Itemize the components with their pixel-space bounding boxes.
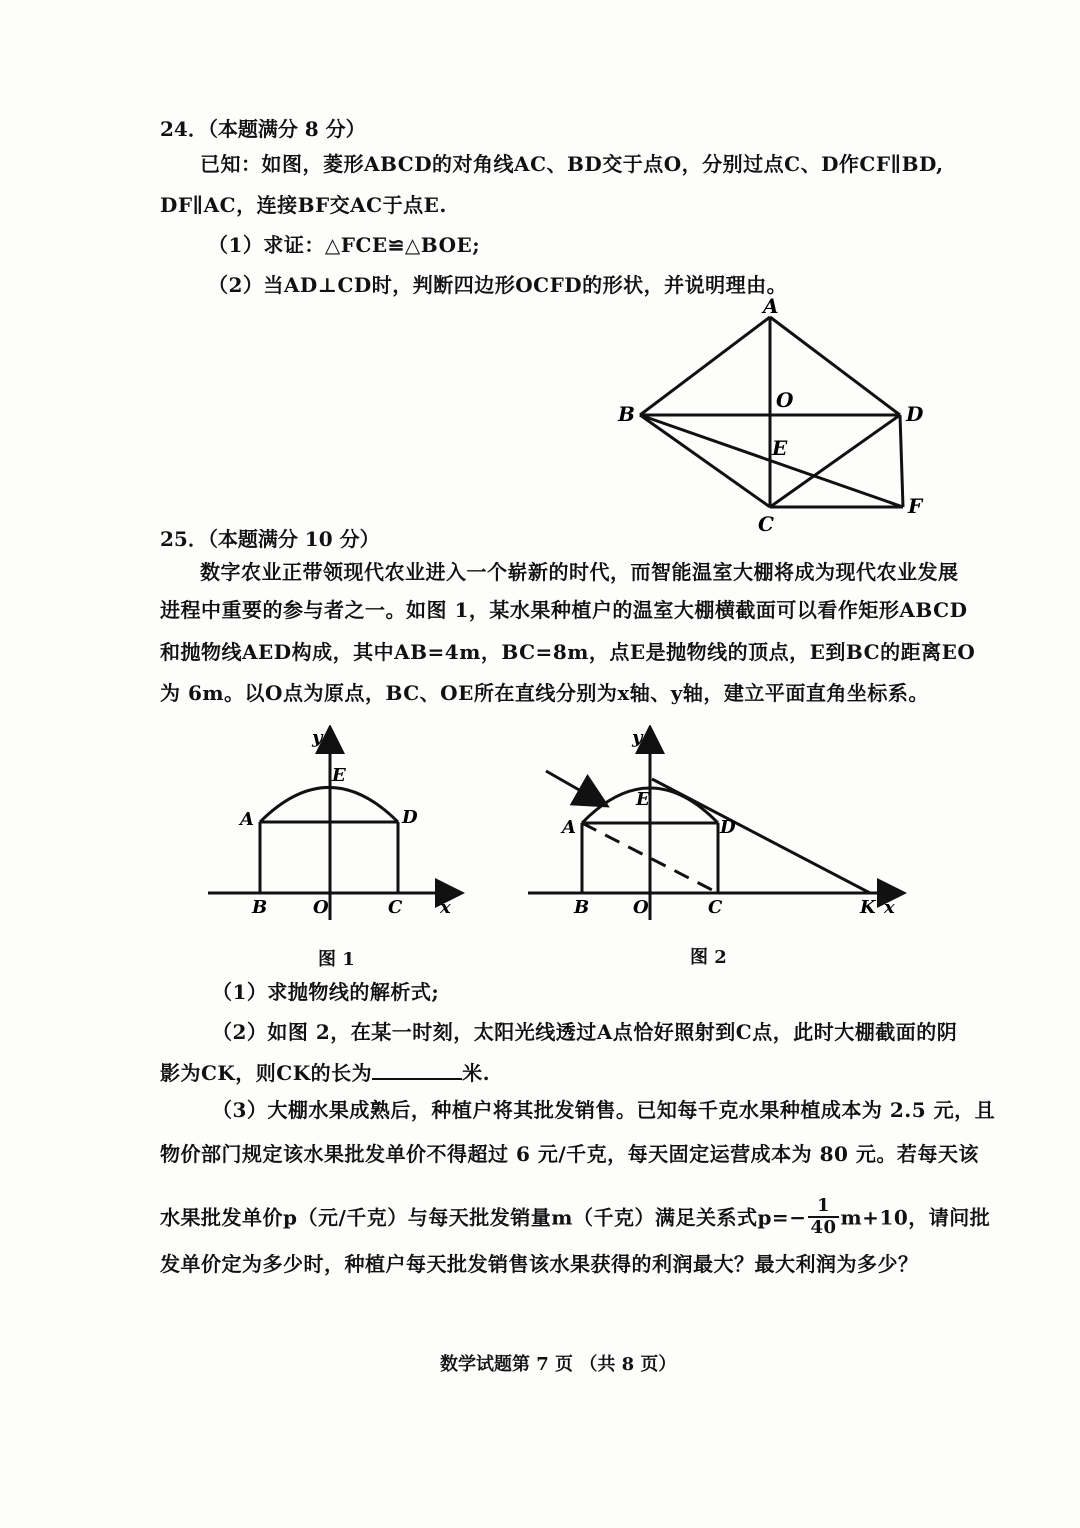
label-o: O bbox=[313, 897, 329, 918]
fraction-numerator: 1 bbox=[808, 1196, 838, 1218]
label-f: F bbox=[908, 494, 923, 518]
page-footer: 数学试题第 7 页 （共 8 页） bbox=[440, 1354, 677, 1375]
figure-2-caption: 图 2 bbox=[690, 947, 727, 968]
q25-part-2-unit: 米. bbox=[462, 1061, 491, 1085]
q24-heading: 24．（本题满分 8 分） bbox=[160, 117, 366, 141]
q25-line-2: 进程中重要的参与者之一。如图 1，某水果种植户的温室大棚横截面可以看作矩形ABCD bbox=[160, 598, 968, 622]
label-e: E bbox=[636, 789, 650, 810]
q25-part-3-formula-post: m+10，请问批 bbox=[840, 1205, 991, 1230]
q25-line-1: 数字农业正带领现代农业进入一个崭新的时代，而智能温室大棚将成为现代农业发展 bbox=[200, 560, 959, 584]
q24-line-2: DF∥AC，连接BF交AC于点E. bbox=[160, 193, 447, 217]
q25-part-2-line-1: （2）如图 2，在某一时刻，太阳光线透过A点恰好照射到C点，此时大棚截面的阴 bbox=[212, 1020, 958, 1044]
q25-part-2-text: 影为CK，则CK的长为 bbox=[160, 1061, 373, 1085]
q25-figure-1 bbox=[200, 725, 470, 925]
fraction-one-fortieth bbox=[808, 1196, 838, 1238]
q25-heading: 25．（本题满分 10 分） bbox=[160, 527, 380, 551]
label-e: E bbox=[772, 436, 788, 460]
q24-rhombus-figure bbox=[600, 295, 940, 535]
label-k: K bbox=[860, 897, 876, 918]
q25-line-4: 为 6m。以O点为原点，BC、OE所在直线分别为x轴、y轴，建立平面直角坐标系。 bbox=[160, 681, 929, 705]
label-y: y bbox=[312, 727, 323, 748]
answer-blank[interactable] bbox=[372, 1060, 462, 1080]
q25-part-3-line-1: （3）大棚水果成熟后，种植户将其批发销售。已知每千克水果种植成本为 2.5 元，且 bbox=[212, 1098, 996, 1122]
figure-1-caption: 图 1 bbox=[318, 949, 355, 970]
label-d: D bbox=[402, 807, 418, 828]
segment-cd bbox=[770, 415, 900, 507]
q24-part-2: （2）当AD⊥CD时，判断四边形OCFD的形状，并说明理由。 bbox=[208, 273, 788, 297]
label-a: A bbox=[763, 295, 779, 318]
segment-bc bbox=[640, 415, 770, 507]
q24-part-1: （1）求证：△FCE≌△BOE; bbox=[208, 233, 481, 257]
label-a: A bbox=[562, 817, 576, 838]
q24-line-1: 已知：如图，菱形ABCD的对角线AC、BD交于点O，分别过点C、D作CF∥BD, bbox=[200, 152, 944, 176]
sun-ray-incoming bbox=[546, 771, 602, 803]
q25-figure-2 bbox=[520, 725, 910, 925]
fraction-denominator: 40 bbox=[810, 1217, 837, 1238]
label-b: B bbox=[574, 897, 590, 918]
label-o: O bbox=[633, 897, 649, 918]
q25-part-3-line-3 bbox=[160, 1195, 991, 1240]
label-x: x bbox=[884, 897, 895, 918]
label-e: E bbox=[332, 765, 346, 786]
label-b: B bbox=[618, 402, 635, 426]
q25-part-3-formula-pre: 水果批发单价p（元/千克）与每天批发销量m（千克）满足关系式p=− bbox=[160, 1205, 807, 1230]
label-o: O bbox=[776, 388, 794, 412]
label-d: D bbox=[906, 402, 924, 426]
label-c: C bbox=[708, 897, 723, 918]
label-b: B bbox=[252, 897, 268, 918]
q25-line-3: 和抛物线AED构成，其中AB=4m，BC=8m，点E是抛物线的顶点，E到BC的距离EO bbox=[160, 640, 976, 664]
label-d: D bbox=[720, 817, 736, 838]
segment-ab bbox=[640, 317, 770, 415]
q25-part-2-line-2 bbox=[160, 1060, 490, 1085]
label-x: x bbox=[440, 897, 451, 918]
q25-part-3-line-2: 物价部门规定该水果批发单价不得超过 6 元/千克，每天固定运营成本为 80 元。若每天该 bbox=[160, 1142, 979, 1166]
label-y: y bbox=[632, 727, 643, 748]
q25-part-1: （1）求抛物线的解析式; bbox=[212, 980, 440, 1004]
label-a: A bbox=[240, 809, 254, 830]
label-c: C bbox=[388, 897, 403, 918]
segment-df bbox=[900, 415, 903, 507]
q25-part-3-line-4: 发单价定为多少时，种植户每天批发销售该水果获得的利润最大？最大利润为多少？ bbox=[160, 1252, 919, 1276]
label-c: C bbox=[758, 512, 774, 535]
